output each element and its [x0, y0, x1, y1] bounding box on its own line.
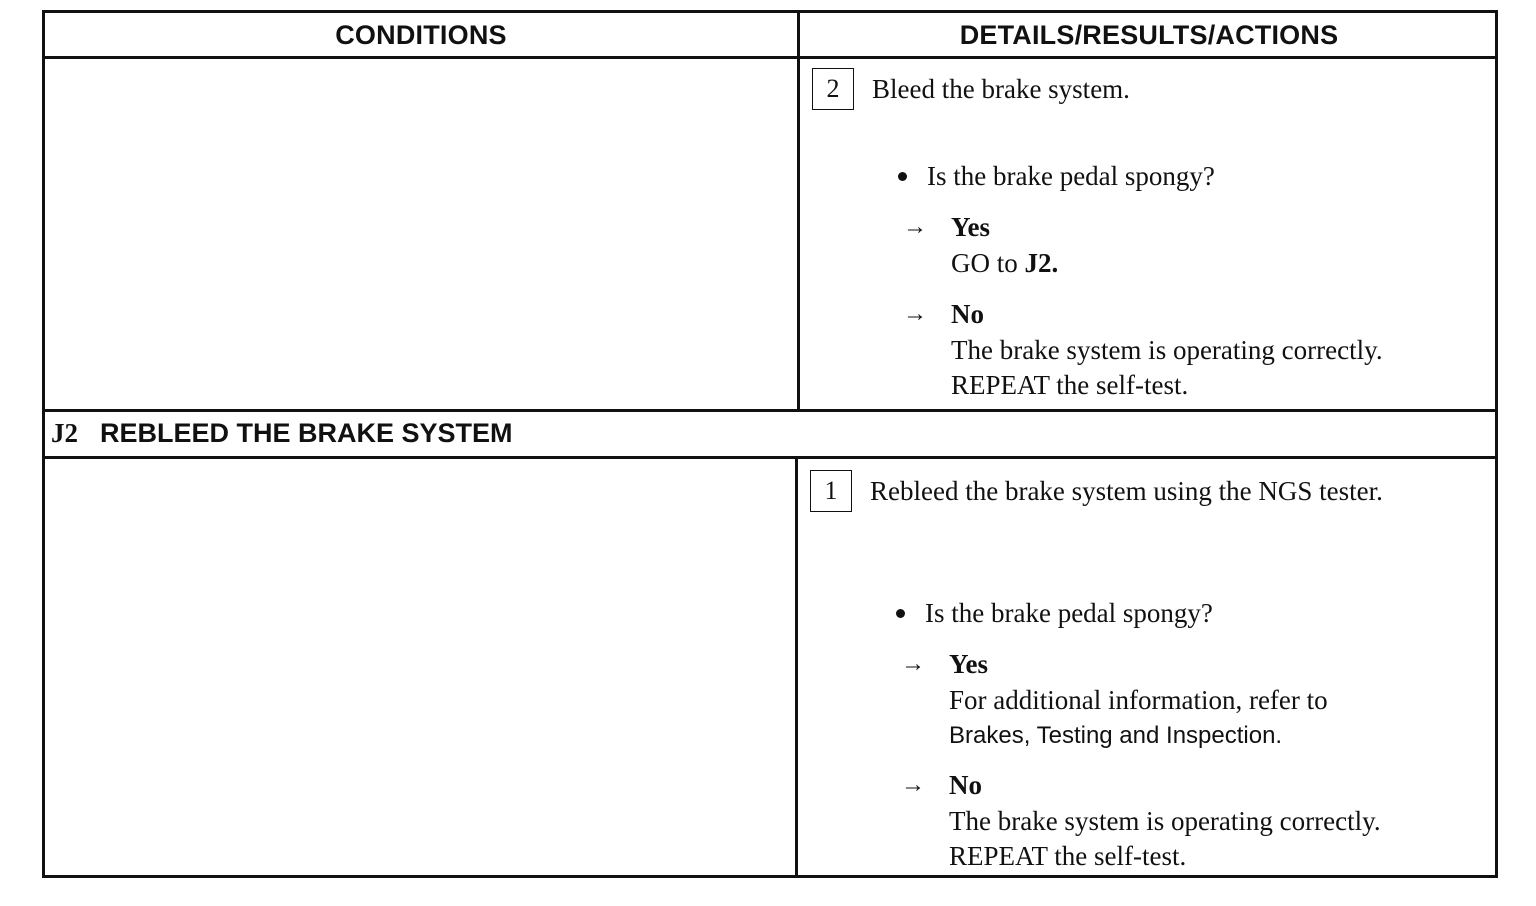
column-header-conditions: CONDITIONS [335, 19, 507, 50]
section-divider-bottom [45, 456, 1495, 459]
question-item [896, 598, 1213, 629]
step-text: Bleed the brake system. [872, 73, 1130, 104]
bullet-icon [896, 609, 905, 618]
section-name: REBLEED THE BRAKE SYSTEM [100, 417, 513, 448]
diagnostic-table [42, 10, 1498, 878]
answer-body [949, 683, 1328, 753]
answer-yes [903, 210, 1463, 284]
step-2 [812, 68, 1130, 110]
answer-label: No [949, 770, 982, 800]
arrow-right-icon: → [901, 651, 925, 677]
answer-line: REPEAT the self-test. [951, 370, 1189, 400]
step-number-box: 1 [810, 470, 852, 512]
answer-label: No [951, 299, 984, 329]
answer-line: The brake system is operating correctly. [951, 335, 1383, 365]
step-text: Rebleed the brake system using the NGS tester. [870, 475, 1383, 506]
answer-no [901, 768, 1461, 876]
step-1 [810, 470, 1383, 512]
go-target-link[interactable]: J2. [1024, 248, 1059, 278]
step-number-box: 2 [812, 68, 854, 110]
section-title-j2 [51, 411, 513, 455]
reference-link[interactable]: Brakes, Testing and Inspection. [949, 722, 1283, 749]
answer-no [903, 297, 1463, 405]
answer-label: Yes [951, 212, 990, 242]
section-code: J2 [51, 417, 78, 448]
answer-line: REPEAT the self-test. [949, 841, 1187, 871]
answer-body [949, 804, 1381, 874]
bullet-icon [898, 172, 907, 181]
go-text: GO to [951, 248, 1025, 278]
column-divider-bottom [795, 456, 798, 878]
arrow-right-icon: → [901, 772, 925, 798]
column-divider-top [797, 13, 800, 411]
arrow-right-icon: → [903, 301, 927, 327]
answer-yes [901, 647, 1461, 757]
answer-line: The brake system is operating correctly. [949, 806, 1381, 836]
question-text: Is the brake pedal spongy? [925, 598, 1213, 628]
answer-body [951, 333, 1383, 403]
column-header-details: DETAILS/RESULTS/ACTIONS [959, 19, 1339, 50]
answer-body [951, 246, 1058, 281]
answer-line: For additional information, refer to [949, 685, 1328, 715]
arrow-right-icon: → [903, 214, 927, 240]
question-text: Is the brake pedal spongy? [927, 161, 1215, 191]
question-item [898, 161, 1215, 192]
answer-label: Yes [949, 649, 988, 679]
